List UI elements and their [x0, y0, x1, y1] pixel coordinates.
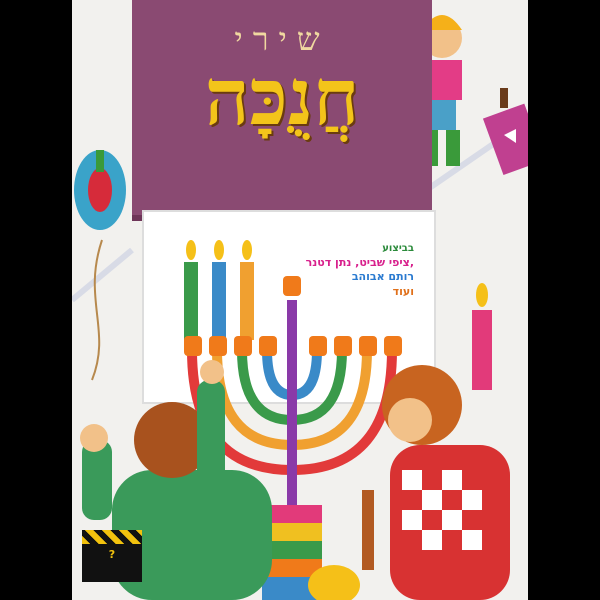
foreground-illustration: [72, 0, 528, 600]
logo-stripes: [82, 530, 142, 544]
candles-group: [184, 240, 254, 340]
credits-heading: בביצוע: [382, 243, 414, 254]
album-cover: [72, 0, 528, 600]
label-logo: [82, 530, 142, 582]
credits-line-1: ציפי שביט, נתן דטנר,: [305, 255, 414, 269]
credits-line-3: ועוד: [392, 285, 414, 299]
cover-title: חֲנֻכָּה: [204, 52, 360, 143]
logo-text: ?: [108, 548, 116, 561]
credits-line-2: רותם אבוהב: [351, 270, 414, 284]
child-right-figure: [362, 365, 510, 600]
cover-subtitle: שירי: [234, 20, 330, 58]
